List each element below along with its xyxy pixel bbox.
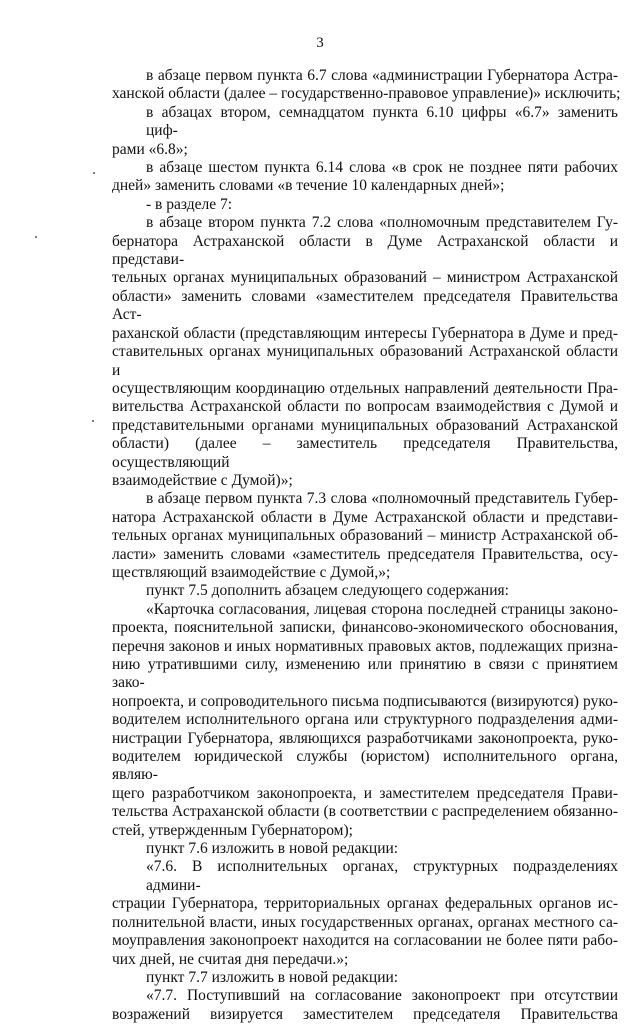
text-line: ществляющий взаимодействие с Думой,»; (112, 563, 391, 581)
text-line: осуществляющим координацию отдельных направлений деятельности Пра- (112, 379, 618, 397)
text-line: возражений визируется заместителем председателя Правительства (112, 1005, 618, 1023)
text-line: полнительной власти, иных государственных органах, органах местного са- (112, 913, 618, 931)
text-line: «7.7. Поступивший на согласование законопроект при отсутствии (146, 987, 618, 1005)
text-line: пункт 7.6 изложить в новой редакции: (146, 840, 399, 858)
text-line: в абзацах втором, семнадцатом пункта 6.10 цифры «6.7» заменить циф- (146, 103, 618, 140)
text-line: представительными органами муниципальных образований Астраханской (112, 416, 618, 434)
text-line: стей, утвержденным Губернатором); (112, 821, 353, 839)
text-line: щего разработчиком законопроекта, и заместителем председателя Прави- (112, 784, 618, 802)
text-line: тельства Астраханской области (в соответствии с распределением обязанно- (112, 803, 618, 821)
text-line: области) (далее – заместитель председателя Правительства, осуществляющий (112, 435, 618, 471)
text-line: вительства Астраханской области по вопросам взаимодействия с Думой и (112, 398, 618, 416)
text-line: водителем исполнительного органа или структурного подразделения адми- (112, 711, 618, 729)
text-line: рами «6.8»; (112, 140, 188, 158)
page-number: 3 (316, 35, 324, 51)
text-line: «Карточка согласования, лицевая сторона последней страницы законо- (146, 600, 618, 618)
margin-speck (92, 420, 94, 422)
text-line: моуправления законопроект находится на согласовании не более пяти рабо- (112, 932, 618, 950)
text-line: чих дней, не считая дня передачи.»; (112, 950, 349, 968)
text-line: нопроекта, и сопроводительного письма подписываются (визируются) руко- (112, 692, 618, 710)
text-line: тельных органах муниципальных образований – министр Астраханской об- (112, 527, 618, 545)
text-line: - в разделе 7: (146, 195, 233, 213)
text-line: тельных органах муниципальных образований – министром Астраханской (112, 269, 618, 287)
text-line: в абзаце первом пункта 6.7 слова «администрации Губернатора Астра- (146, 67, 618, 84)
text-line: в абзаце шестом пункта 6.14 слова «в срок не позднее пяти рабочих (146, 159, 618, 177)
text-line: водителем юридической службы (юристом) исполнительного органа, являю- (112, 748, 618, 784)
text-line: перечня законов и иных нормативных правовых актов, подлежащих призна- (112, 637, 618, 655)
text-line: нию утратившими силу, изменению или принятию в связи с принятием зако- (112, 656, 618, 692)
text-line: в абзаце втором пункта 7.2 слова «полномочным представителем Гу- (146, 214, 618, 232)
text-line: натора Астраханской области в Думе Астраханской области и представи- (112, 508, 618, 526)
text-line: проекта, пояснительной записки, финансово-экономического обоснования, (112, 619, 618, 637)
text-line: ханской области (далее – государственно-правовое управление)» исключить; (112, 85, 621, 103)
text-line: ласти» заменить словами «заместитель председателя Правительства, осу- (112, 545, 618, 563)
text-line: «7.6. В исполнительных органах, структурных подразделениях админи- (146, 858, 618, 894)
text-line: нистрации Губернатора, являющихся разработчиками законопроекта, руко- (112, 729, 618, 747)
margin-speck (35, 236, 37, 238)
text-line: ставительных органах муниципальных образований Астраханской области и (112, 343, 618, 379)
text-line: взаимодействие с Думой)»; (112, 471, 293, 489)
document-body (112, 67, 621, 1024)
text-line: пункт 7.7 изложить в новой редакции: (146, 968, 399, 986)
text-line: дней» заменить словами «в течение 10 календарных дней»; (112, 177, 505, 195)
text-line: области» заменить словами «заместителем председателя Правительства Аст- (112, 287, 618, 324)
text-line: бернатора Астраханской области в Думе Астраханской области и представи- (112, 232, 618, 269)
text-line: раханской области (представляющим интересы Губернатора в Думе и пред- (112, 324, 618, 342)
text-line: пункт 7.5 дополнить абзацем следующего содержания: (146, 582, 509, 600)
text-line: в абзаце первом пункта 7.3 слова «полномочный представитель Губер- (146, 490, 618, 508)
text-line: страции Губернатора, территориальных органах федеральных органов ис- (112, 895, 618, 913)
margin-speck (93, 172, 95, 174)
